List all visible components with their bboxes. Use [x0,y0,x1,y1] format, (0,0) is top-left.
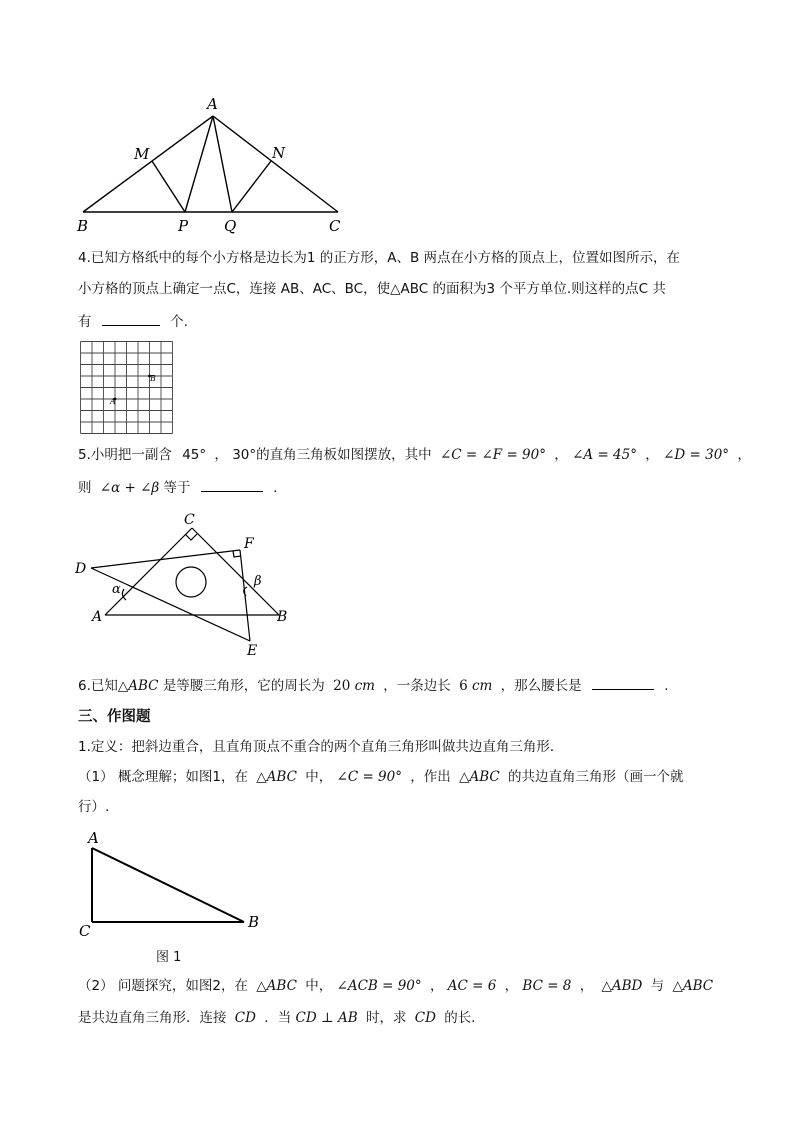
label-B: B [77,217,89,235]
fig1-label-B: B [248,913,260,931]
grid-label-A: A [110,397,116,406]
label-A: A [207,95,218,113]
q5-line-1: 5.小明把一副含 45° ， 30°的直角三角板如图摆放，其中 ∠C = ∠F = 90° ， ∠A = 45° ， ∠D = 30° ， [78,447,751,463]
fig5-label-E: E [247,643,258,659]
answer-blank-q6[interactable] [592,675,654,690]
grid-label-B: B [150,374,156,383]
fig5-label-alpha: α [112,582,121,597]
answer-blank-q5[interactable] [201,477,263,492]
p1-part1-line1: （1） 概念理解；如图1，在 △ABC 中， ∠C = 90° ，作出 △ABC 的共边直角三角形（画一个就 [78,769,684,785]
q5-line-2: 则 ∠α + ∠β 等于 . [78,477,277,498]
fig5-label-F: F [244,536,254,552]
fig5-label-D: D [75,561,87,577]
p1-part2-line2: 是共边直角三角形．连接 CD ．当 CD ⊥ AB 时，求 CD 的长． [78,1010,485,1026]
label-P: P [178,217,189,235]
q4-line-3: 有 个. [78,311,188,332]
fig1-label-C: C [79,922,91,940]
label-N: N [272,144,286,162]
figure-1-right-triangle [74,828,274,943]
q6-line: 6.已知△ABC 是等腰三角形，它的周长为 20 cm ，一条边长 6 cm ，那么腰长是 . [78,675,669,696]
figure-grid [80,341,176,435]
section-title: 三、作图题 [78,709,151,725]
fig5-label-A: A [92,609,103,625]
label-M: M [134,145,150,163]
figure-isosceles-triangle [70,92,360,237]
p1-part1-line2: 行）. [78,799,110,815]
p1-definition: 1.定义：把斜边重合，且直角顶点不重合的两个直角三角形叫做共边直角三角形． [78,739,564,755]
fig5-label-B: B [277,609,288,625]
figure-1-caption: 图 1 [156,950,182,965]
fig5-label-beta: β [254,574,262,589]
q4-line-1: 4.已知方格纸中的每个小方格是边长为1 的正方形，A、B 两点在小方格的顶点上，位置如图所示，在 [78,250,681,266]
q4-line-2: 小方格的顶点上确定一点C，连接 AB、AC、BC，使△ABC 的面积为3 个平方单位.则这样的点C 共 [78,281,666,297]
answer-blank-q4[interactable] [102,311,160,326]
fig1-label-A: A [88,829,99,847]
p1-part2-line1: （2） 问题探究，如图2，在 △ABC 中， ∠ACB = 90° ， AC = 6 ， BC = 8 ， △ABD 与 △ABC [78,978,714,994]
label-C: C [329,217,341,235]
fig5-label-C: C [184,512,195,528]
figure-set-squares [70,508,300,660]
label-Q: Q [224,217,237,235]
